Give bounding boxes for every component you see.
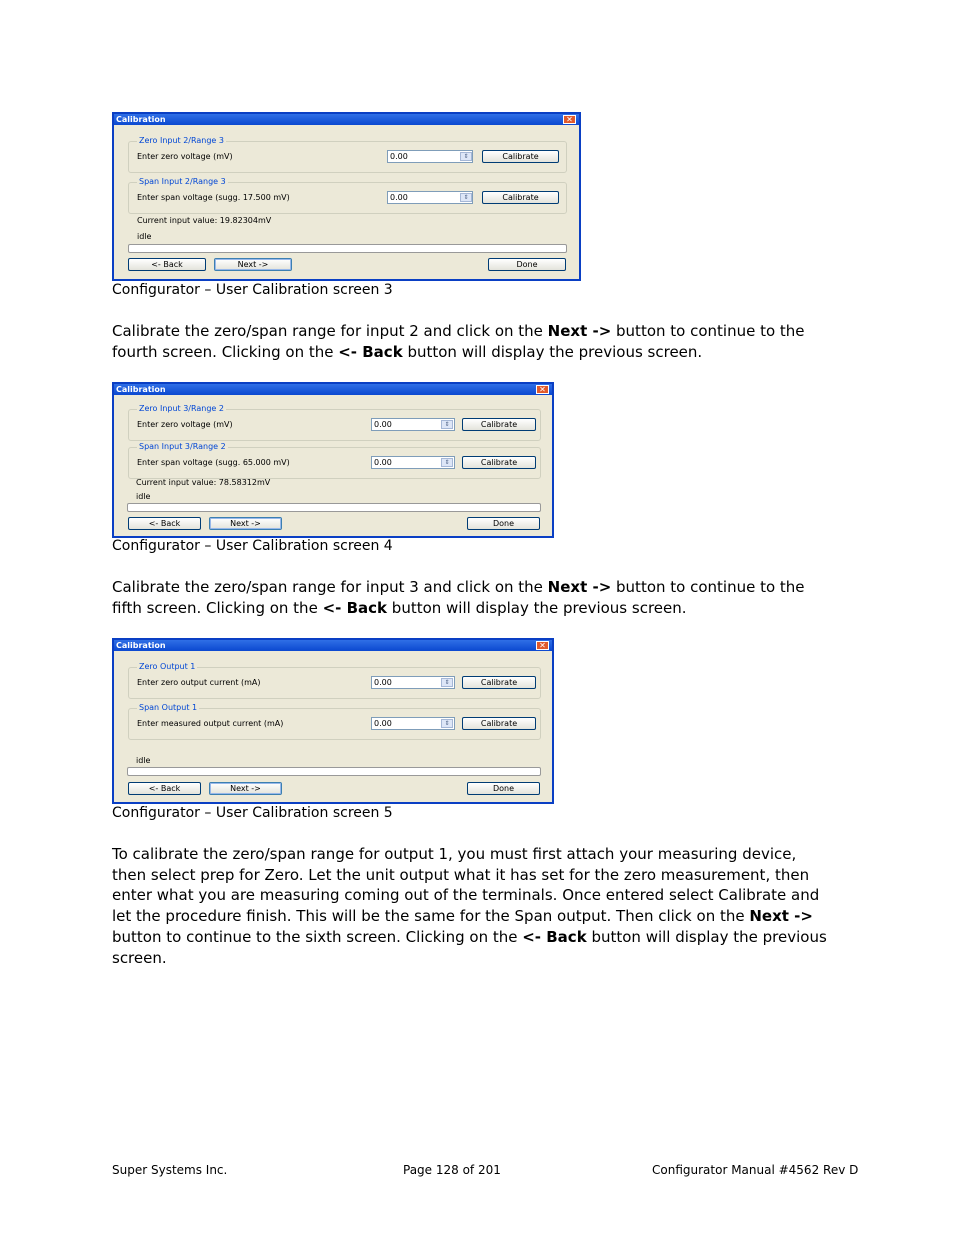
group-title: Zero Output 1 (139, 662, 196, 671)
calibrate-span-button[interactable]: Calibrate (462, 456, 536, 469)
bold-back: <- Back (338, 342, 403, 361)
span-output-group (128, 703, 541, 740)
text-line: screen. (112, 948, 167, 967)
bold-next: Next -> (547, 322, 612, 340)
zero-voltage-label: Enter zero voltage (mV) (137, 420, 233, 429)
current-input-value: Current input value: 19.82304mV (137, 216, 272, 225)
done-button[interactable]: Done (467, 517, 540, 530)
spinner-arrows-icon[interactable]: ⇕ (441, 458, 453, 467)
text-line: enter what you are measuring coming out of the terminals. Once entered select Calibrate and (112, 886, 820, 905)
progress-bar (127, 503, 541, 512)
text-span: Calibrate the zero/span range for input 3 and click on the (112, 578, 548, 596)
group-title: Span Input 3/Range 2 (139, 442, 226, 451)
group-title: Span Input 2/Range 3 (139, 177, 226, 186)
zero-input-group (128, 404, 541, 441)
calibrate-span-button[interactable]: Calibrate (482, 191, 559, 204)
zero-voltage-label: Enter zero voltage (mV) (137, 152, 233, 161)
group-title: Zero Input 2/Range 3 (139, 136, 224, 145)
zero-output-group (128, 662, 541, 699)
footer-left: Super Systems Inc. (112, 1163, 228, 1177)
next-button[interactable]: Next -> (209, 517, 282, 530)
calibration-window-screen-4 (112, 382, 554, 538)
text-span: button will display the previous screen. (402, 342, 703, 361)
zero-input-group (128, 136, 567, 173)
zero-voltage-input[interactable]: 0.00 (371, 418, 455, 431)
measured-current-input[interactable]: 0.00 (371, 717, 455, 730)
spinner-arrows-icon[interactable]: ⇕ (441, 678, 453, 687)
group-title: Zero Input 3/Range 2 (139, 404, 224, 413)
span-voltage-label: Enter span voltage (sugg. 17.500 mV) (137, 193, 290, 202)
close-icon[interactable]: ✕ (563, 115, 576, 124)
footer-right: Configurator Manual #4562 Rev D (652, 1163, 859, 1177)
measured-current-label: Enter measured output current (mA) (137, 719, 284, 728)
window-title-bar (114, 640, 552, 651)
calibration-window-screen-5 (112, 638, 554, 804)
text-span: button to continue to the (611, 578, 805, 596)
footer-page-number: Page 128 of 201 (403, 1163, 501, 1177)
paragraph-input-2 (112, 321, 852, 362)
group-title: Span Output 1 (139, 703, 198, 712)
next-button[interactable]: Next -> (214, 258, 292, 271)
zero-current-input[interactable]: 0.00 (371, 676, 455, 689)
status-text: idle (137, 232, 152, 241)
done-button[interactable]: Done (467, 782, 540, 795)
spinner-arrows-icon[interactable]: ⇕ (460, 193, 472, 202)
text-span: button will display the previous (586, 927, 827, 946)
bold-back: <- Back (322, 598, 388, 617)
text-span: button will display the previous screen. (387, 598, 687, 617)
text-span: Calibrate the zero/span range for input 2 and click on the (112, 322, 548, 340)
window-title: Calibration (116, 385, 166, 394)
close-icon[interactable]: ✕ (536, 641, 549, 650)
spinner-arrows-icon[interactable]: ⇕ (460, 152, 472, 161)
window-title: Calibration (116, 641, 166, 650)
calibration-window-screen-3 (112, 112, 581, 281)
zero-voltage-input[interactable]: 0.00 (387, 150, 473, 163)
done-button[interactable]: Done (488, 258, 566, 271)
calibrate-zero-button[interactable]: Calibrate (462, 418, 536, 431)
back-button[interactable]: <- Back (128, 258, 206, 271)
window-title-bar (114, 384, 552, 395)
paragraph-input-3 (112, 577, 852, 618)
window-title: Calibration (116, 115, 166, 124)
status-text: idle (136, 492, 151, 501)
bold-back: <- Back (522, 927, 587, 946)
window-title-bar (114, 114, 579, 125)
progress-bar (128, 244, 567, 253)
span-voltage-input[interactable]: 0.00 (371, 456, 455, 469)
spinner-arrows-icon[interactable]: ⇕ (441, 719, 453, 728)
text-span: fifth screen. Clicking on the (112, 598, 323, 617)
text-span: button to continue to the (611, 322, 805, 340)
span-input-group (128, 442, 541, 479)
calibrate-span-button[interactable]: Calibrate (462, 717, 536, 730)
text-line: then select prep for Zero. Let the unit output what it has set for the zero measurement, then (112, 865, 810, 884)
text-span: fourth screen. Clicking on the (112, 342, 339, 361)
back-button[interactable]: <- Back (128, 517, 201, 530)
progress-bar (127, 767, 541, 776)
paragraph-output-1 (112, 844, 852, 968)
text-span: let the procedure finish. This will be the same for the Span output. Then click on the (112, 907, 750, 926)
current-input-value: Current input value: 78.58312mV (136, 478, 271, 487)
back-button[interactable]: <- Back (128, 782, 201, 795)
status-text: idle (136, 756, 151, 765)
span-input-group (128, 177, 567, 214)
caption-screen-3: Configurator – User Calibration screen 3 (112, 282, 393, 298)
bold-next: Next -> (749, 907, 813, 926)
text-line: To calibrate the zero/span range for output 1, you must first attach your measuring device, (112, 845, 797, 863)
caption-screen-4: Configurator – User Calibration screen 4 (112, 538, 393, 554)
bold-next: Next -> (547, 578, 612, 596)
calibrate-zero-button[interactable]: Calibrate (482, 150, 559, 163)
close-icon[interactable]: ✕ (536, 385, 549, 394)
zero-current-label: Enter zero output current (mA) (137, 678, 261, 687)
span-voltage-input[interactable]: 0.00 (387, 191, 473, 204)
span-voltage-label: Enter span voltage (sugg. 65.000 mV) (137, 458, 290, 467)
calibrate-zero-button[interactable]: Calibrate (462, 676, 536, 689)
text-span: button to continue to the sixth screen. Clicking on the (112, 927, 523, 946)
spinner-arrows-icon[interactable]: ⇕ (441, 420, 453, 429)
next-button[interactable]: Next -> (209, 782, 282, 795)
caption-screen-5: Configurator – User Calibration screen 5 (112, 805, 393, 821)
